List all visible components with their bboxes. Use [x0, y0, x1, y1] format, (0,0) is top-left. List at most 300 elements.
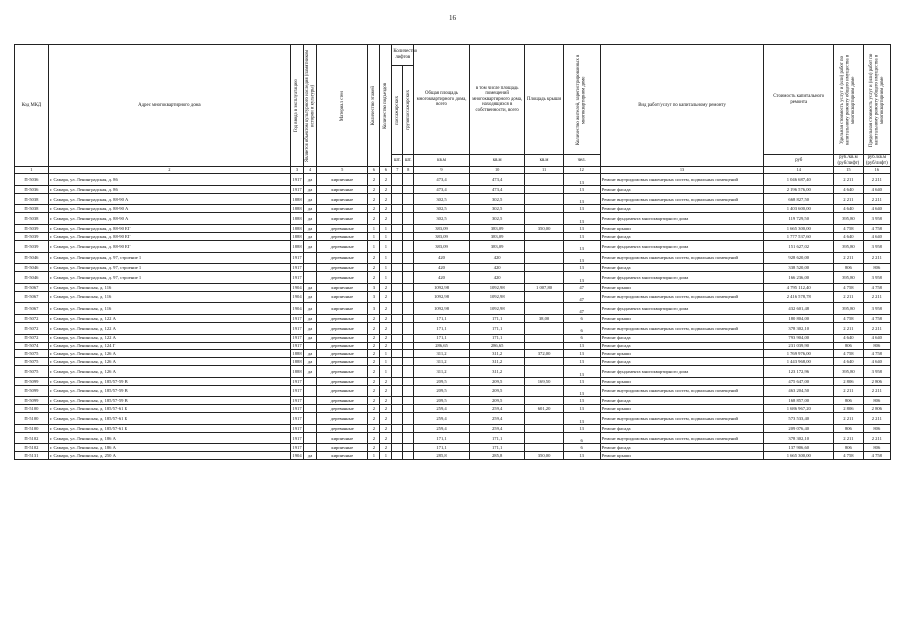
cell-work-type: Ремонт фасада	[600, 424, 764, 432]
cell-limit-cost: 2 806	[863, 377, 890, 385]
cell-area-total: 285,8	[414, 452, 470, 460]
cell-entrances: 1	[380, 272, 392, 284]
cell-unit-cost: 4 758	[834, 283, 863, 291]
cell-cost: 209 076,40	[764, 424, 834, 432]
column-number: 6	[380, 167, 392, 174]
cell-entrances: 1	[380, 366, 392, 378]
table-row	[15, 358, 891, 366]
column-number: 12	[563, 167, 600, 174]
cell-area-owned: 209,5	[469, 397, 525, 405]
cell-lifts-cargo	[403, 397, 414, 405]
cell-floors: 3	[368, 283, 380, 291]
cell-unit-cost: 4 758	[834, 225, 863, 233]
cell-work-type: Ремонт фундамента многоквартирного дома	[600, 240, 764, 252]
cell-walls: кирпичные	[317, 205, 368, 213]
cell-work-type: Ремонт внутридомовых инженерных систем, подвальных помещений	[600, 432, 764, 444]
cell-walls: деревянные	[317, 225, 368, 233]
table-row	[15, 185, 891, 193]
cell-limit-cost: 2 211	[863, 193, 890, 205]
cell-work-type: Ремонт фасада	[600, 205, 764, 213]
cell-heritage	[304, 272, 317, 284]
cell-work-type: Ремонт фундамента многоквартирного дома	[600, 272, 764, 284]
capital-repair-register-table	[14, 44, 891, 460]
cell-lifts-cargo	[403, 303, 414, 315]
cell-entrances: 2	[380, 342, 392, 350]
cell-unit-cost: 4 758	[834, 452, 863, 460]
cell-lifts-passenger	[392, 322, 403, 334]
cell-area-total: 171,1	[414, 322, 470, 334]
cell-floors: 2	[368, 315, 380, 323]
cell-entrances: 2	[380, 432, 392, 444]
cell-lifts-passenger	[392, 264, 403, 272]
cell-residents: 13	[563, 452, 600, 460]
cell-roof-area	[525, 174, 563, 186]
page-number: 16	[449, 14, 456, 22]
cell-limit-cost: 806	[863, 444, 890, 452]
cell-cost: 573 533,40	[764, 413, 834, 425]
cell-area-owned: 420	[469, 264, 525, 272]
cell-roof-area: 169,50	[525, 377, 563, 385]
cell-area-owned: 473,4	[469, 185, 525, 193]
cell-lifts-cargo	[403, 385, 414, 397]
cell-heritage	[304, 424, 317, 432]
cell-entrances: 1	[380, 350, 392, 358]
cell-cost: 168 857,00	[764, 397, 834, 405]
cell-unit-cost: 4 758	[834, 350, 863, 358]
cell-walls: кирпичные	[317, 193, 368, 205]
cell-limit-cost: 4 640	[863, 205, 890, 213]
header-roof-area: Площадь крыши	[525, 45, 563, 155]
header-entrances: Количество подъездов	[380, 45, 392, 167]
cell-residents: 13	[563, 342, 600, 350]
cell-area-owned: 286,65	[469, 342, 525, 350]
unit-residents: чел.	[563, 155, 600, 167]
cell-code: П-5075	[15, 350, 49, 358]
cell-floors: 2	[368, 358, 380, 366]
cell-entrances: 2	[380, 322, 392, 334]
cell-address: г. Самара, ул. Ленинградская, д. 88-90 ЕГ	[48, 240, 290, 252]
cell-floors: 2	[368, 377, 380, 385]
cell-roof-area	[525, 291, 563, 303]
cell-area-total: 302,5	[414, 213, 470, 225]
cell-lifts-cargo	[403, 322, 414, 334]
cell-unit-cost: 4 640	[834, 334, 863, 342]
cell-limit-cost: 2 211	[863, 432, 890, 444]
cell-year: 1888	[292, 206, 302, 212]
cell-work-type: Ремонт внутридомовых инженерных систем, подвальных помещений	[600, 193, 764, 205]
cell-area-owned: 311,2	[469, 366, 525, 378]
cell-area-total: 311,2	[414, 366, 470, 378]
cell-walls: кирпичные	[317, 291, 368, 303]
cell-walls: деревянные	[317, 334, 368, 342]
cell-unit-cost: 806	[834, 444, 863, 452]
cell-area-total: 171,1	[414, 444, 470, 452]
cell-roof-area	[525, 366, 563, 378]
cell-lifts-passenger	[392, 291, 403, 303]
cell-address: г. Самара, ул. Ленинская, д. 116	[48, 303, 290, 315]
table-row	[15, 366, 891, 378]
column-number: 10	[469, 167, 525, 174]
cell-walls: кирпичные	[317, 174, 368, 186]
cell-residents: 13	[563, 264, 600, 272]
cell-limit-cost: 3 958	[863, 303, 890, 315]
column-number: 6	[368, 167, 380, 174]
cell-work-type: Ремонт крыши	[600, 350, 764, 358]
cell-residents: 13	[563, 413, 600, 425]
cell-code: П-5102	[15, 444, 49, 452]
cell-floors: 1	[368, 225, 380, 233]
cell-lifts-passenger	[392, 232, 403, 240]
cell-lifts-cargo	[403, 444, 414, 452]
cell-heritage: да	[304, 358, 317, 366]
table-row	[15, 291, 891, 303]
cell-lifts-cargo	[403, 452, 414, 460]
cell-lifts-passenger	[392, 174, 403, 186]
cell-entrances: 2	[380, 444, 392, 452]
cell-year: 1888	[292, 359, 302, 365]
header-lifts-passenger: пассажирских	[392, 66, 403, 155]
cell-roof-area	[525, 397, 563, 405]
cell-area-total: 1092,98	[414, 303, 470, 315]
cell-limit-cost: 4 758	[863, 315, 890, 323]
cell-limit-cost: 2 211	[863, 252, 890, 264]
table-row	[15, 225, 891, 233]
cell-cost: 1 777 537,60	[764, 232, 834, 240]
cell-unit-cost: 2 806	[834, 377, 863, 385]
header-limit-cost: Предельная стоимость услуг и (или) работ по капитальному ремонту общего имущества в многоквартирном доме	[863, 45, 890, 155]
cell-floors: 2	[368, 413, 380, 425]
cell-code: П-5046	[15, 252, 49, 264]
cell-entrances: 1	[380, 225, 392, 233]
cell-code: П-5046	[15, 264, 49, 272]
cell-heritage: да	[304, 322, 317, 334]
cell-unit-cost: 395,80	[834, 366, 863, 378]
cell-walls: деревянные	[317, 252, 368, 264]
cell-heritage	[304, 413, 317, 425]
cell-area-total: 473,4	[414, 185, 470, 193]
cell-heritage	[304, 385, 317, 397]
cell-area-total: 171,1	[414, 315, 470, 323]
cell-lifts-cargo	[403, 205, 414, 213]
cell-lifts-cargo	[403, 315, 414, 323]
cell-code: П-5100	[15, 413, 49, 425]
cell-lifts-passenger	[392, 432, 403, 444]
cell-floors: 3	[368, 303, 380, 315]
cell-roof-area	[525, 205, 563, 213]
cell-area-owned: 171,1	[469, 315, 525, 323]
cell-address: г. Самара, ул. Ленинская, д. 126 А	[48, 350, 290, 358]
unit-unit-cost: руб./кв.м (руб/лифт)	[834, 155, 863, 167]
column-number: 3	[290, 167, 303, 174]
cell-limit-cost: 4 640	[863, 185, 890, 193]
cell-area-total: 259,4	[414, 405, 470, 413]
cell-entrances: 2	[380, 405, 392, 413]
cell-heritage: да	[304, 291, 317, 303]
cell-lifts-cargo	[403, 213, 414, 225]
cell-cost: 378 302,10	[764, 322, 834, 334]
cell-roof-area	[525, 240, 563, 252]
cell-cost: 928 620,00	[764, 252, 834, 264]
cell-lifts-cargo	[403, 272, 414, 284]
cell-address: г. Самара, ул. Ленинская, д. 185/57-59 В	[48, 385, 290, 397]
cell-year: 1917	[292, 398, 302, 404]
cell-lifts-cargo	[403, 424, 414, 432]
cell-unit-cost: 395,80	[834, 213, 863, 225]
cell-lifts-passenger	[392, 303, 403, 315]
cell-roof-area	[525, 272, 563, 284]
cell-year: 1888	[292, 233, 302, 239]
cell-walls: кирпичные	[317, 213, 368, 225]
cell-residents: 13	[563, 405, 600, 413]
cell-residents: 13	[563, 225, 600, 233]
cell-entrances: 2	[380, 397, 392, 405]
cell-residents: 6	[563, 322, 600, 334]
cell-lifts-cargo	[403, 185, 414, 193]
cell-entrances: 1	[380, 232, 392, 240]
cell-floors: 2	[368, 424, 380, 432]
cell-limit-cost: 3 958	[863, 240, 890, 252]
cell-lifts-cargo	[403, 342, 414, 350]
table-row	[15, 252, 891, 264]
cell-roof-area	[525, 432, 563, 444]
cell-lifts-passenger	[392, 366, 403, 378]
cell-address: г. Самара, ул. Ленинская, д. 186 А	[48, 432, 290, 444]
cell-address: г. Самара, ул. Ленинградская, д. 88-90 А	[48, 205, 290, 213]
cell-unit-cost: 2 211	[834, 291, 863, 303]
cell-limit-cost: 2 806	[863, 405, 890, 413]
table-row	[15, 283, 891, 291]
cell-floors: 2	[368, 205, 380, 213]
cell-lifts-cargo	[403, 174, 414, 186]
cell-cost: 338 520,00	[764, 264, 834, 272]
cell-roof-area: 1 007,80	[525, 283, 563, 291]
table-row	[15, 232, 891, 240]
cell-residents: 47	[563, 291, 600, 303]
cell-roof-area	[525, 413, 563, 425]
cell-work-type: Ремонт крыши	[600, 283, 764, 291]
cell-lifts-passenger	[392, 397, 403, 405]
cell-lifts-cargo	[403, 264, 414, 272]
cell-walls: кирпичные	[317, 283, 368, 291]
cell-area-owned: 171,1	[469, 444, 525, 452]
cell-lifts-cargo	[403, 350, 414, 358]
cell-work-type: Ремонт фасада	[600, 444, 764, 452]
table-row	[15, 405, 891, 413]
cell-roof-area: 350,00	[525, 452, 563, 460]
column-number: 2	[48, 167, 290, 174]
cell-area-owned: 171,1	[469, 334, 525, 342]
cell-address: г. Самара, ул. Ленинская, д. 185/57-59 В	[48, 397, 290, 405]
cell-area-owned: 209,5	[469, 385, 525, 397]
cell-lifts-passenger	[392, 185, 403, 193]
cell-code: П-5072	[15, 334, 49, 342]
cell-year: 1904	[290, 291, 303, 303]
cell-year: 1888	[290, 193, 303, 205]
cell-limit-cost: 4 758	[863, 225, 890, 233]
cell-limit-cost: 806	[863, 424, 890, 432]
cell-entrances: 1	[380, 358, 392, 366]
cell-lifts-cargo	[403, 232, 414, 240]
cell-code: П-5100	[15, 424, 49, 432]
cell-code: П-5046	[15, 272, 49, 284]
column-number: 11	[525, 167, 563, 174]
cell-cost: 432 601,48	[764, 303, 834, 315]
cell-area-total: 383,09	[414, 240, 470, 252]
cell-area-total: 259,4	[414, 413, 470, 425]
cell-roof-area	[525, 334, 563, 342]
cell-unit-cost: 4 758	[834, 315, 863, 323]
cell-year: 1888	[290, 366, 303, 378]
cell-residents: 13	[563, 358, 600, 366]
cell-cost: 166 236,00	[764, 272, 834, 284]
cell-floors: 2	[368, 405, 380, 413]
cell-heritage	[304, 432, 317, 444]
cell-heritage: да	[304, 205, 317, 213]
cell-cost: 119 729,50	[764, 213, 834, 225]
cell-heritage	[304, 444, 317, 452]
cell-residents: 13	[563, 185, 600, 193]
cell-floors: 2	[368, 252, 380, 264]
cell-code: П-5038	[15, 193, 49, 205]
cell-walls: кирпичные	[317, 444, 368, 452]
cell-walls: деревянные	[317, 366, 368, 378]
cell-residents: 6	[563, 334, 600, 342]
column-number: 1	[15, 167, 49, 174]
cell-unit-cost: 2 211	[834, 385, 863, 397]
cell-unit-cost: 2 211	[834, 252, 863, 264]
cell-address: г. Самара, ул. Ленинская, д. 185/57-61 Б	[48, 424, 290, 432]
cell-cost: 1 443 968,00	[764, 358, 834, 366]
cell-code: П-5036	[15, 185, 49, 193]
cell-code: П-5099	[15, 377, 49, 385]
cell-area-owned: 209,5	[469, 377, 525, 385]
cell-area-total: 311,2	[414, 350, 470, 358]
cell-cost: 231 039,90	[764, 342, 834, 350]
cell-cost: 793 904,00	[764, 334, 834, 342]
cell-heritage: да	[304, 185, 317, 193]
cell-entrances: 1	[380, 252, 392, 264]
cell-walls: кирпичные	[317, 432, 368, 444]
cell-floors: 2	[368, 213, 380, 225]
cell-code: П-5099	[15, 385, 49, 397]
cell-year: 1917	[290, 413, 303, 425]
cell-area-total: 302,5	[414, 193, 470, 205]
cell-lifts-passenger	[392, 358, 403, 366]
column-number: 13	[600, 167, 764, 174]
cell-limit-cost: 806	[863, 264, 890, 272]
cell-year: 1917	[290, 432, 303, 444]
cell-residents: 13	[563, 213, 600, 225]
cell-walls: деревянные	[317, 272, 368, 284]
cell-area-owned: 420	[469, 252, 525, 264]
column-number: 7	[392, 167, 403, 174]
cell-lifts-passenger	[392, 283, 403, 291]
cell-address: г. Самара, ул. Ленинградская, д. 86	[48, 174, 290, 186]
cell-heritage: да	[304, 366, 317, 378]
cell-limit-cost: 3 958	[863, 213, 890, 225]
header-floors: Количество этажей	[368, 45, 380, 167]
table-row	[15, 205, 891, 213]
column-number: 16	[863, 167, 890, 174]
cell-entrances: 2	[380, 185, 392, 193]
cell-residents: 13	[563, 193, 600, 205]
cell-floors: 1	[368, 232, 380, 240]
cell-lifts-cargo	[403, 405, 414, 413]
cell-area-owned: 285,8	[469, 452, 525, 460]
cell-heritage	[304, 252, 317, 264]
header-year: Год ввода в эксплуатацию	[290, 45, 303, 167]
cell-limit-cost: 4 640	[863, 334, 890, 342]
table-row	[15, 322, 891, 334]
cell-roof-area	[525, 322, 563, 334]
cell-area-owned: 383,09	[469, 232, 525, 240]
cell-lifts-passenger	[392, 205, 403, 213]
cell-code: П-5131	[15, 452, 49, 460]
cell-code: П-5036	[15, 174, 49, 186]
cell-roof-area	[525, 424, 563, 432]
cell-cost: 1 686 967,20	[764, 405, 834, 413]
cell-code: П-5039	[15, 225, 49, 233]
cell-area-total: 171,1	[414, 432, 470, 444]
cell-area-owned: 171,1	[469, 432, 525, 444]
cell-lifts-passenger	[392, 377, 403, 385]
cell-floors: 2	[368, 193, 380, 205]
cell-residents: 6	[563, 315, 600, 323]
cell-area-total: 209,5	[414, 397, 470, 405]
cell-lifts-cargo	[403, 291, 414, 303]
cell-unit-cost: 4 640	[834, 205, 863, 213]
cell-heritage: да	[304, 334, 317, 342]
header-unit-cost: Удельная стоимость услуг и (или) работ по капитальному ремонту общего имущества в многоквартирном доме	[834, 45, 863, 155]
cell-area-owned: 383,09	[469, 240, 525, 252]
cell-limit-cost: 3 958	[863, 366, 890, 378]
cell-work-type: Ремонт фасада	[600, 358, 764, 366]
cell-code: П-5075	[15, 358, 49, 366]
cell-limit-cost: 2 211	[863, 413, 890, 425]
cell-heritage: да	[304, 232, 317, 240]
table-row	[15, 377, 891, 385]
cell-walls: деревянные	[317, 264, 368, 272]
cell-unit-cost: 2 211	[834, 193, 863, 205]
cell-limit-cost: 4 640	[863, 232, 890, 240]
cell-work-type: Ремонт крыши	[600, 225, 764, 233]
cell-floors: 1	[368, 240, 380, 252]
cell-residents: 13	[563, 232, 600, 240]
cell-lifts-passenger	[392, 213, 403, 225]
cell-limit-cost: 4 640	[863, 358, 890, 366]
cell-area-total: 420	[414, 264, 470, 272]
table-row	[15, 397, 891, 405]
cell-lifts-cargo	[403, 377, 414, 385]
cell-cost: 151 627,02	[764, 240, 834, 252]
cell-work-type: Ремонт фасада	[600, 342, 764, 350]
cell-limit-cost: 4 758	[863, 350, 890, 358]
cell-heritage: да	[304, 283, 317, 291]
cell-year: 1917	[290, 322, 303, 334]
cell-year: 1888	[290, 240, 303, 252]
table-row	[15, 350, 891, 358]
cell-work-type: Ремонт внутридомовых инженерных систем, подвальных помещений	[600, 413, 764, 425]
cell-unit-cost: 4 640	[834, 232, 863, 240]
cell-work-type: Ремонт фасада	[600, 264, 764, 272]
cell-cost: 1 046 687,40	[764, 174, 834, 186]
cell-walls: деревянные	[317, 377, 368, 385]
column-number: 8	[403, 167, 414, 174]
cell-unit-cost: 2 211	[834, 322, 863, 334]
cell-roof-area	[525, 358, 563, 366]
cell-walls: кирпичные	[317, 452, 368, 460]
cell-floors: 1	[368, 452, 380, 460]
